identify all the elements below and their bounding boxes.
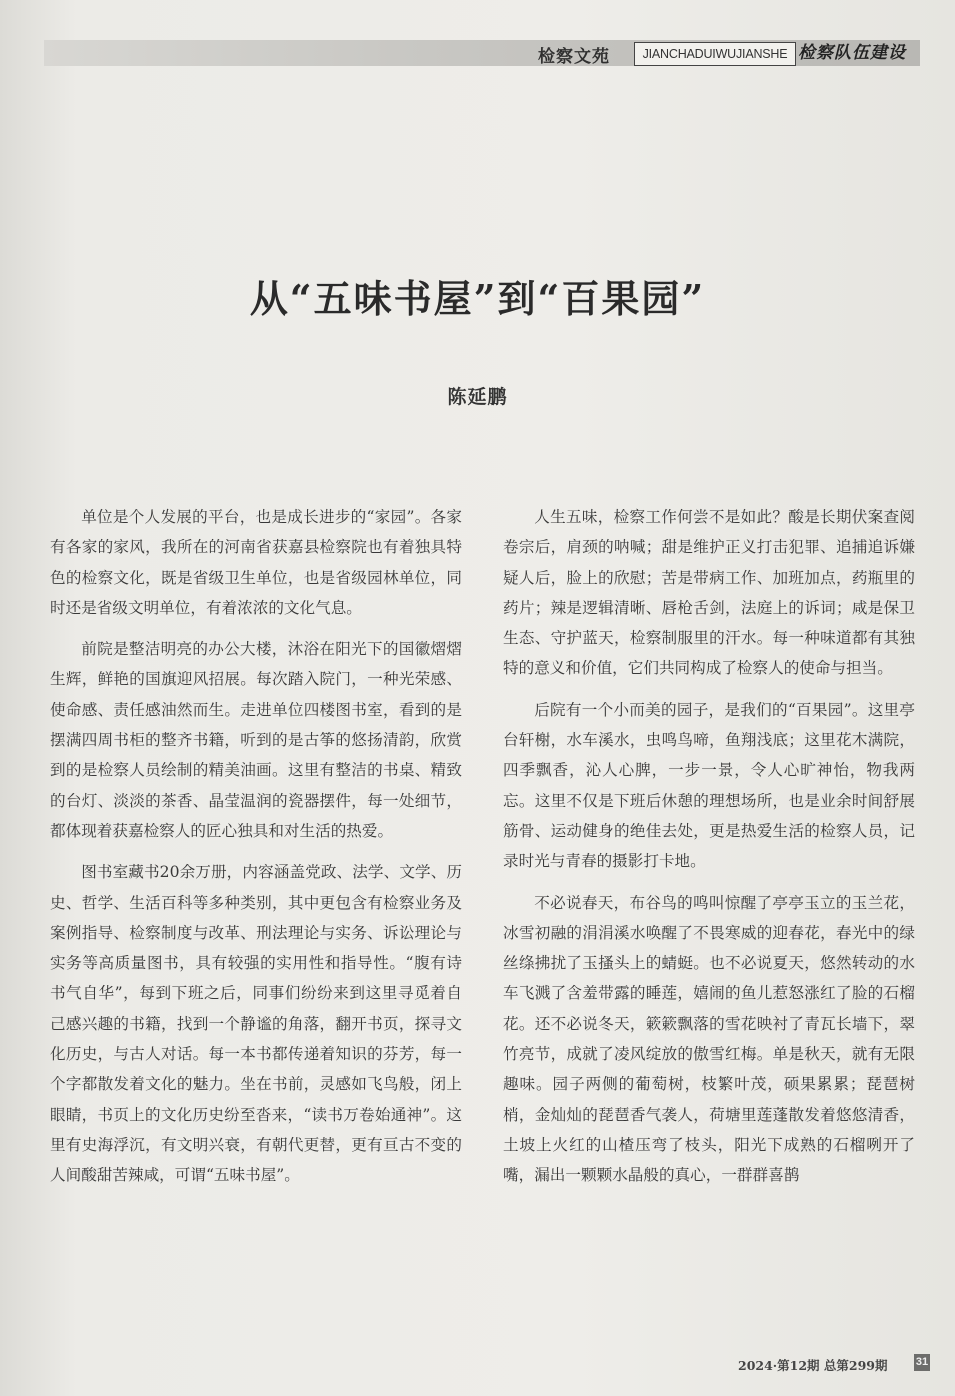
column-name-calligraphy: 检察队伍建设 bbox=[798, 43, 906, 63]
paragraph: 单位是个人发展的平台，也是成长进步的“家园”。各家有各家的家风，我所在的河南省获嘉县检察院也有着独具特色的检察文化，既是省级卫生单位，也是省级园林单位，同时还是省级文明单位，有着浓浓的文化气息。 bbox=[50, 508, 462, 617]
right-column bbox=[503, 502, 915, 1202]
article-author: 陈延鹏 bbox=[447, 386, 508, 408]
paragraph: 前院是整洁明亮的办公大楼，沐浴在阳光下的国徽熠熠生辉，鲜艳的国旗迎风招展。每次踏入院门，一种光荣感、使命感、责任感油然而生。走进单位四楼图书室，看到的是摆满四周书柜的整齐书籍，听到的是古筝的悠扬清韵，欣赏到的是检察人员绘制的精美油画。这里有整洁的书桌、精致的台灯、淡淡的茶香、晶莹温润的瓷器摆件，每一处细节，都体现着获嘉检察人的匠心独具和对生活的热爱。 bbox=[50, 640, 462, 840]
column-name-english: JIANCHADUIWUJIANSHE bbox=[634, 42, 796, 66]
left-column bbox=[50, 502, 462, 1202]
article-title: 从“五味书屋”到“百果园” bbox=[249, 276, 706, 321]
page-number: 31 bbox=[914, 1354, 930, 1371]
paragraph: 图书室藏书20余万册，内容涵盖党政、法学、文学、历史、哲学、生活百科等多种类别，其中更包含有检察业务及案例指导、检察制度与改革、刑法理论与实务、诉讼理论与实务等高质量图书，具有较强的实用性和指导性。“腹有诗书气自华”，每到下班之后，同事们纷纷来到这里寻觅着自己感兴趣的书籍，找到一个静谧的角落，翻开书页，探寻文化历史，与古人对话。每一本书都传递着知识的芬芳，每一个字都散发着文化的魅力。坐在书前，灵感如飞鸟般，闭上眼睛，书页上的文化历史纷至沓来，“读书万卷始通神”。这里有史海浮沉，有文明兴衰，有朝代更替，更有亘古不变的人间酸甜苦辣咸，可谓“五味书屋”。 bbox=[50, 863, 462, 1185]
paragraph: 后院有一个小而美的园子，是我们的“百果园”。这里亭台轩榭，水车溪水，虫鸣鸟啼，鱼翔浅底；这里花木满院，四季飘香，沁人心脾，一步一景，令人心旷神怡，物我两忘。这里不仅是下班后休憩的理想场所，也是业余时间舒展筋骨、运动健身的绝佳去处，更是热爱生活的检察人员，记录时光与青春的摄影打卡地。 bbox=[503, 700, 915, 871]
issue-info: 2024·第12期 总第299期 bbox=[738, 1358, 888, 1373]
section-name: 检察文苑 bbox=[538, 47, 610, 67]
paragraph: 人生五味，检察工作何尝不是如此？酸是长期伏案查阅卷宗后，肩颈的呐喊；甜是维护正义打击犯罪、追捕追诉嫌疑人后，脸上的欣慰；苦是带病工作、加班加点，药瓶里的药片；辣是逻辑清晰、唇枪舌剑，法庭上的诉词；咸是保卫生态、守护蓝天，检察制服里的汗水。每一种味道都有其独特的意义和价值，它们共同构成了检察人的使命与担当。 bbox=[503, 508, 915, 678]
paragraph: 不必说春天，布谷鸟的鸣叫惊醒了亭亭玉立的玉兰花，冰雪初融的涓涓溪水唤醒了不畏寒威的迎春花，春光中的绿丝绦拂扰了玉搔头上的蜻蜓。也不必说夏天，悠然转动的水车飞溅了含羞带露的睡莲，嬉闹的鱼儿惹怒涨红了脸的石榴花。还不必说冬天，簌簌飘落的雪花映衬了青瓦长墙下，翠竹亮节，成就了凌风绽放的傲雪红梅。单是秋天，就有无限趣味。园子两侧的葡萄树，枝繁叶茂，硕果累累；琵琶树梢，金灿灿的琵琶香气袭人，荷塘里莲蓬散发着悠悠清香，土坡上火红的山楂压弯了枝头，阳光下成熟的石榴咧开了嘴，漏出一颗颗水晶般的真心，一群群喜鹊 bbox=[503, 893, 915, 1185]
